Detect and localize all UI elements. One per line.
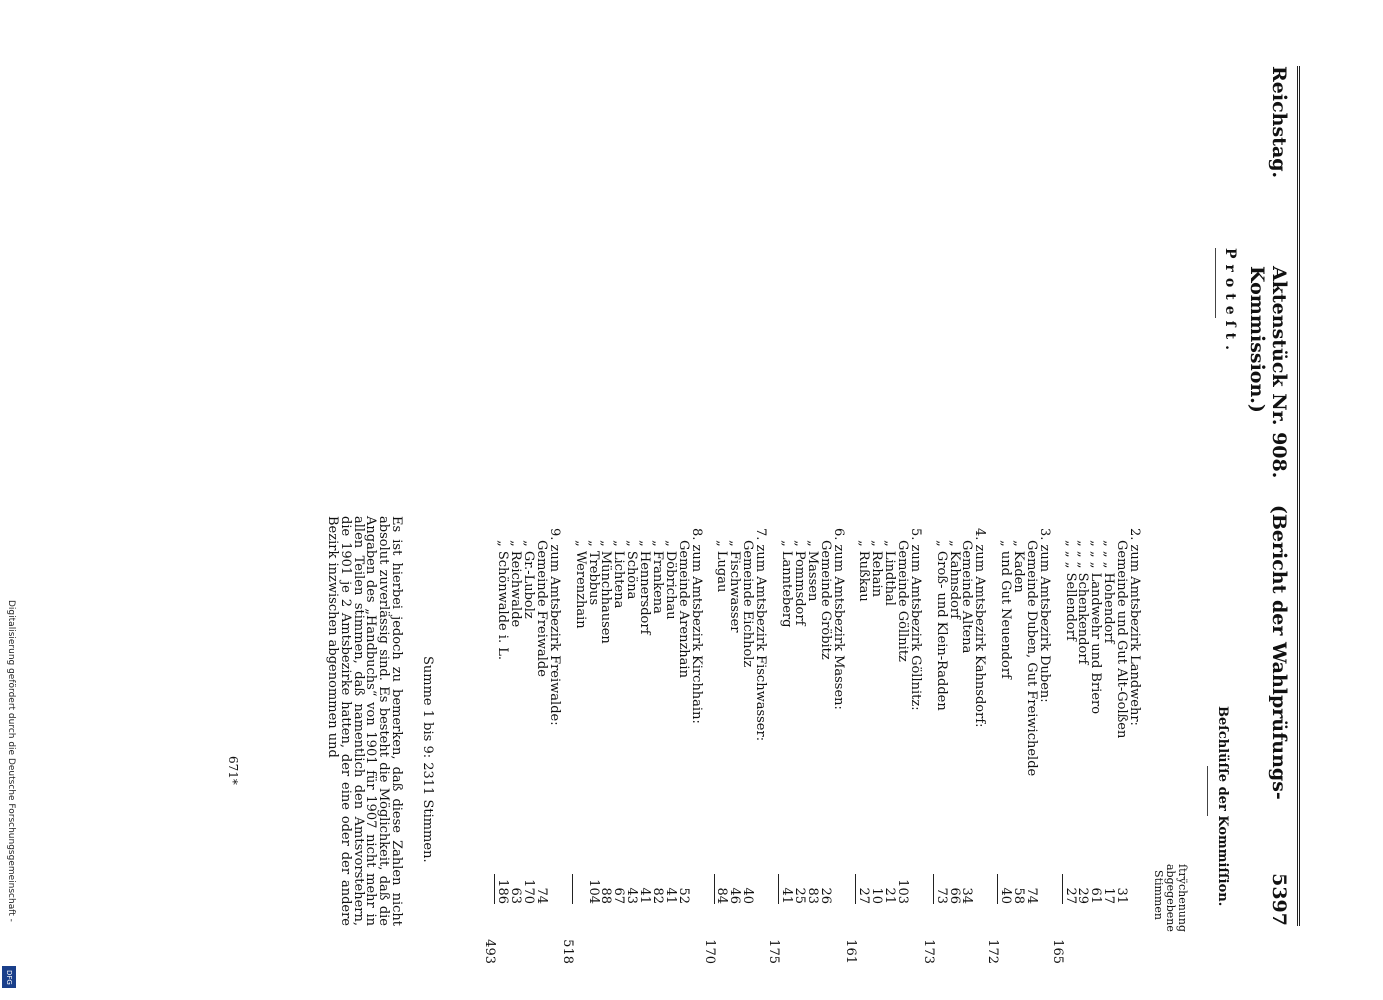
subtotal-value: 175 — [766, 939, 782, 964]
row-value: 41 — [662, 887, 678, 904]
column-header: ſtrÿchenung abgegebene Stimmen — [1152, 864, 1189, 933]
section-heading: 4. zum Amtsbezirk Kahnsdorf: — [972, 528, 988, 728]
table-row — [869, 516, 885, 926]
table-row — [728, 516, 741, 926]
table-row — [611, 516, 627, 926]
row-value: 52 — [675, 887, 691, 904]
table-row — [934, 516, 947, 926]
row-value: 10 — [869, 887, 885, 904]
table-row — [573, 516, 586, 926]
row-value: 73 — [933, 887, 949, 904]
row-label: „ und Gut Neuendorf — [998, 540, 1014, 679]
subtotal-value: 170 — [701, 939, 717, 964]
subtotal-rule — [933, 874, 934, 904]
table-row — [740, 516, 756, 926]
page-mark: 671* — [226, 756, 240, 785]
row-label: „ „ „ Sellendorf — [1062, 540, 1078, 641]
section-protest: Proteſt. — [1222, 248, 1238, 356]
subtotal-row — [766, 516, 782, 964]
section-resolutions-rule — [1207, 766, 1208, 816]
header-center — [1246, 266, 1290, 926]
section-heading: 8. zum Amtsbezirk Kirchhain: — [688, 528, 704, 724]
row-label: Gemeinde Duben, Gut Freiwichelde — [1023, 540, 1039, 777]
row-label: „ Groß- und Klein-Radden — [933, 540, 949, 711]
table-row — [495, 516, 511, 926]
row-value: 58 — [1010, 887, 1026, 904]
row-value: 88 — [598, 887, 614, 904]
row-value: 170 — [521, 879, 537, 904]
section-protest-rule — [1215, 248, 1216, 318]
subtotal-rule — [494, 874, 495, 904]
row-label: „ Rehain — [869, 540, 885, 598]
row-value: 41 — [778, 887, 794, 904]
table-row — [1063, 516, 1076, 926]
header-left: Reichstag. — [1268, 66, 1290, 179]
row-label: „ Lugau — [714, 540, 730, 593]
row-label: „ Fischwasser — [727, 540, 743, 633]
section-heading: 9. zum Amtsbezirk Freiwalde: — [546, 528, 562, 726]
subtotal-value: 161 — [843, 939, 859, 964]
top-rule — [1293, 66, 1300, 926]
section-heading: 5. zum Amtsbezirk Göllnitz: — [907, 528, 923, 711]
vote-table — [482, 516, 1142, 964]
row-value: 17 — [1101, 887, 1117, 904]
row-label: „ Frankena — [650, 540, 666, 614]
rotated-sheet — [90, 66, 1300, 964]
row-value: 29 — [1075, 887, 1091, 904]
subtotal-rule — [997, 874, 998, 904]
row-label: „ Trebbus — [585, 540, 601, 606]
row-value: 66 — [946, 887, 962, 904]
table-row — [715, 516, 728, 926]
table-row — [521, 516, 537, 926]
row-value: 25 — [791, 887, 807, 904]
row-label: „ Gr.-Lubolz — [521, 540, 537, 619]
sidebar-text: Digitalisierung gefördert durch die Deutsche Forschungsgemeinschaft - — [6, 600, 16, 922]
subtotal-row — [482, 516, 498, 964]
row-value: 43 — [624, 887, 640, 904]
row-value: 46 — [727, 887, 743, 904]
note-paragraph: Es ist hierbei jedoch zu bemerken, daß diese Zahlen nicht absolut zuverlässig sind. Es besteht die Möglichkeit, daß die Angaben des „Handbuchs“ von 1901 für 1907 nicht mehr in allen Teilen stimmen, daß namentlich den Amtsvorstehern, die 1901 je 2 Amtsbezirke hatten, der eine oder der andere Bezirk inzwischen abgenommen und — [325, 516, 404, 926]
row-label: „ „ „ Schenkendorf — [1075, 540, 1091, 665]
row-label: „ „ „ Landwehr und Briero — [1088, 540, 1104, 715]
row-label: „ Kaden — [1010, 540, 1026, 593]
row-label: „ Lannteberg — [778, 540, 794, 628]
row-value: 104 — [585, 879, 601, 904]
row-label: Gemeinde Göllnitz — [894, 540, 910, 662]
subtotal-value: 493 — [482, 939, 498, 964]
table-row — [624, 516, 640, 926]
subtotal-rule — [855, 874, 856, 904]
row-value: 34 — [959, 887, 975, 904]
row-value: 27 — [856, 887, 872, 904]
row-value: 61 — [1088, 887, 1104, 904]
row-label: „ Kahnsdorf — [946, 540, 962, 619]
row-value: 82 — [650, 887, 666, 904]
section-heading-row — [972, 516, 988, 926]
subtotal-value: 172 — [985, 939, 1001, 964]
page-number: 5397 — [1268, 873, 1290, 926]
row-label: „ Reichwalde — [508, 540, 524, 628]
section-heading: 7. zum Amtsbezirk Fischwasser: — [753, 528, 769, 742]
row-label: „ Münchhausen — [598, 540, 614, 644]
subtotal-row — [985, 516, 1001, 964]
row-value: 74 — [1023, 887, 1039, 904]
row-label: Gemeinde Freiwalde — [534, 540, 550, 677]
row-label: Gemeinde Gröbitz — [817, 540, 833, 660]
table-row — [1101, 516, 1117, 926]
row-label: „ Rußkau — [856, 540, 872, 602]
row-value: 41 — [637, 887, 653, 904]
row-label: Gemeinde Altena — [959, 540, 975, 654]
row-label: Gemeinde Arenzhain — [675, 540, 691, 678]
subtotal-rule — [778, 874, 779, 904]
subtotal-value: 518 — [559, 939, 575, 964]
sum-line: Summe 1 bis 9: 2311 Stimmen. — [420, 656, 435, 863]
table-row — [1114, 516, 1130, 926]
row-value: 26 — [817, 887, 833, 904]
table-row — [856, 516, 872, 926]
table-row — [895, 516, 908, 926]
table-row — [508, 516, 524, 926]
row-value: 31 — [1114, 887, 1130, 904]
row-label: „ Hennersdorf — [637, 540, 653, 635]
section-heading-row — [753, 516, 769, 926]
table-row — [779, 516, 792, 926]
row-value: 40 — [998, 887, 1014, 904]
row-label: „ Massen — [804, 540, 820, 602]
row-label: „ Lichtena — [611, 540, 627, 609]
section-heading: 3. zum Amtsbezirk Duben: — [1036, 528, 1052, 703]
table-row — [650, 516, 666, 926]
subtotal-value: 165 — [1049, 939, 1065, 964]
row-label: „ Döbrichau — [662, 540, 678, 620]
section-resolutions: Beſchlüſſe der Kommiſſion. — [1215, 706, 1230, 907]
row-value: 84 — [714, 887, 730, 904]
subtotal-rule — [714, 874, 715, 904]
table-row — [998, 516, 1014, 926]
subtotal-rule — [572, 874, 573, 904]
row-label: Gemeinde Eichholz — [740, 540, 756, 668]
row-label: „ Werenzhain — [572, 540, 588, 629]
row-label: „ Pommsdorf — [791, 540, 807, 626]
page-header — [1246, 66, 1290, 926]
row-label: „ Lindthal — [882, 540, 898, 606]
header-subtitle: (Bericht der Wahlprüfungs-Kommission.) — [1246, 266, 1290, 800]
section-heading: 2. zum Amtsbezirk Landwehr: — [1127, 528, 1142, 726]
table-row — [1011, 516, 1024, 926]
table-row — [534, 516, 550, 926]
row-value: 103 — [894, 879, 910, 904]
table-row — [637, 516, 653, 926]
subtotal-rule — [1062, 874, 1063, 904]
subtotal-value: 173 — [920, 939, 936, 964]
digitization-sidebar — [2, 600, 16, 995]
section-heading-row — [1127, 516, 1140, 926]
row-value: 21 — [882, 887, 898, 904]
row-label: Gemeinde und Gut Alt-Golßen — [1114, 540, 1130, 739]
row-value: 40 — [740, 887, 756, 904]
row-label: „ Schönwalde i. L. — [495, 540, 511, 660]
table-row — [1088, 516, 1104, 926]
row-label: „ Schöna — [624, 540, 640, 600]
row-value: 27 — [1062, 887, 1078, 904]
row-value: 74 — [534, 887, 550, 904]
section-heading: 6. zum Amtsbezirk Massen: — [830, 528, 846, 710]
row-value: 67 — [611, 887, 627, 904]
dfg-logo: DFG — [2, 966, 16, 988]
header-title: Aktenstück Nr. 908. — [1268, 266, 1290, 479]
table-row — [882, 516, 898, 926]
row-value: 63 — [508, 887, 524, 904]
row-label: „ „ „ Hohendorf — [1101, 540, 1117, 644]
row-value: 83 — [804, 887, 820, 904]
row-value: 186 — [495, 879, 511, 904]
